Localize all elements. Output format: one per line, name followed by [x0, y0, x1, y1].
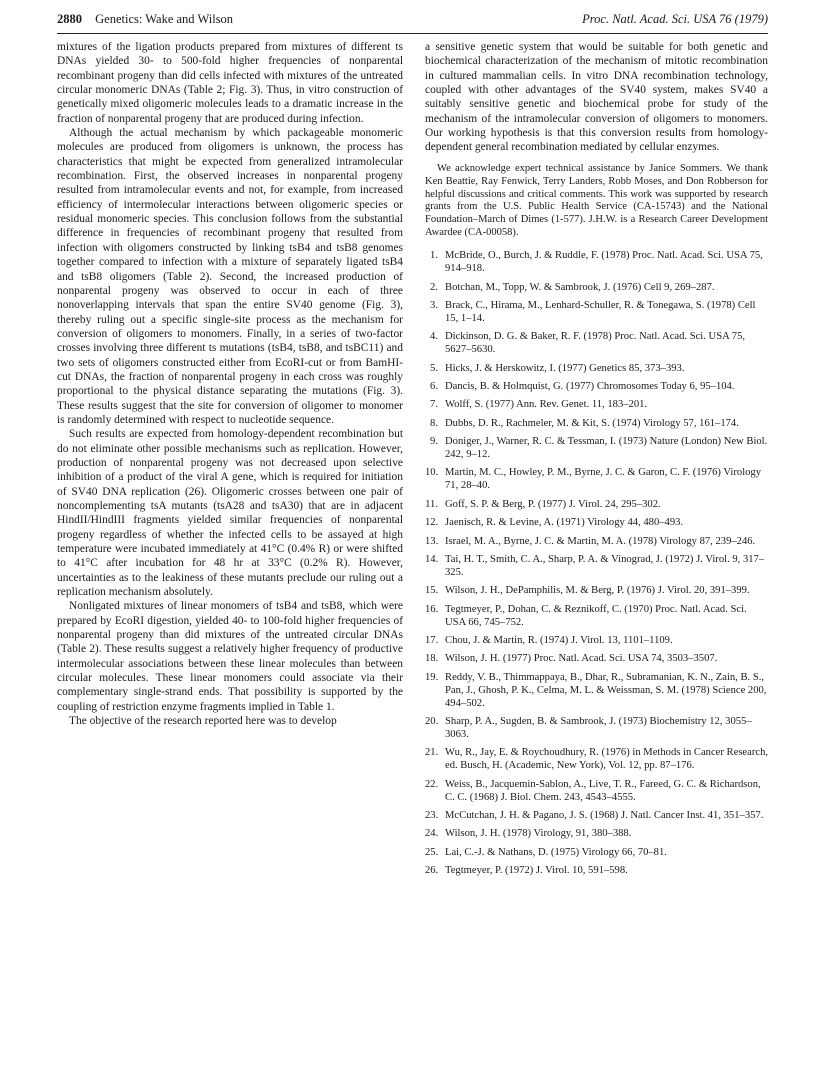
reference-number: 7. — [430, 399, 438, 411]
reference-number: 10. — [425, 467, 439, 479]
reference-number: 1. — [430, 250, 438, 262]
journal-citation: Proc. Natl. Acad. Sci. USA 76 (1979) — [582, 12, 768, 26]
reference-list — [425, 250, 768, 878]
section-title: Genetics: Wake and Wilson — [95, 12, 234, 26]
reference-text: Dickinson, D. G. & Baker, R. F. (1978) Proc. Natl. Acad. Sci. USA 75, 5627–5630. — [445, 331, 746, 356]
reference-item — [425, 363, 768, 376]
reference-text: Chou, J. & Martin, R. (1974) J. Virol. 13, 1101–1109. — [445, 635, 673, 647]
reference-number: 13. — [425, 535, 439, 547]
left-column — [57, 40, 403, 729]
reference-number: 19. — [425, 671, 439, 683]
reference-number: 21. — [425, 747, 439, 759]
reference-item — [425, 536, 768, 549]
reference-item — [425, 828, 768, 841]
reference-number: 18. — [425, 653, 439, 665]
reference-number: 6. — [430, 380, 438, 392]
reference-item — [425, 672, 768, 711]
reference-item — [425, 499, 768, 512]
reference-number: 4. — [430, 331, 438, 343]
reference-number: 2. — [430, 281, 438, 293]
reference-item — [425, 554, 768, 580]
reference-item — [425, 467, 768, 493]
reference-item — [425, 847, 768, 860]
reference-number: 15. — [425, 585, 439, 597]
reference-text: Brack, C., Hirama, M., Lenhard-Schuller, R. & Tonegawa, S. (1978) Cell 15, 1–14. — [445, 299, 756, 324]
body-paragraph: Although the actual mechanism by which packageable monomeric molecules are produced from oligomers is unknown, the process has characteristics that might be expected from generalized intramolecular recombination. First, the observed increases in nonparental progeny resulted from intramolecular events and not, for example, from increased efficiency of intermolecular interactions between oligomeric species or residual monomeric species. This conclusion follows from the substantial difference in frequencies of recombinant progeny that resulted from infection with oligomers constructed by linking tsB4 and tsB8 genomes together compared to infection with a mixture of separately ligated tsB4 and tsB8 oligomers (Table 2). Second, the increased production of nonparental progeny was observed to occur in each of three nonoverlapping intervals that span the entire SV40 genome (Fig. 3), thereby ruling out a specific single-site process as the mechanism for conversion of oligomers to monomers. Finally, in a series of two-factor crosses involving three different ts mutations (tsB4, tsB8, and tsBC11) and two sets of oligomers constructed either from EcoRI-cut or from BamHI-cut DNAs, the fraction of nonparental progeny in each cross was roughly proportional to the physical distance separating the mutations (Fig. 3). These results suggest that the site for conversion of oligomer to monomer is randomly determined with respect to nucleotide sequence. — [57, 127, 403, 426]
reference-text: Goff, S. P. & Berg, P. (1977) J. Virol. 24, 295–302. — [445, 498, 661, 510]
reference-item — [425, 865, 768, 878]
reference-text: Tegtmeyer, P. (1972) J. Virol. 10, 591–598. — [445, 865, 628, 877]
reference-item — [425, 585, 768, 598]
reference-text: Sharp, P. A., Sugden, B. & Sambrook, J. (1973) Biochemistry 12, 3055–3063. — [445, 716, 752, 740]
reference-item — [425, 517, 768, 530]
reference-item — [425, 399, 768, 412]
reference-text: Israel, M. A., Byrne, J. C. & Martin, M. A. (1978) Virology 87, 239–246. — [445, 535, 756, 547]
reference-number: 11. — [425, 498, 438, 510]
reference-number: 23. — [425, 810, 439, 821]
body-paragraph: The objective of the research reported here was to develop — [69, 715, 337, 728]
body-paragraph: a sensitive genetic system that would be suitable for both genetic and biochemical characterization of the mechanism of mitotic recombination in cultured mammalian cells. In vitro DNA recombination technology, coupled with other advantages of the SV40 system, makes SV40 a suitably sensitive genetic and biochemical probe for study of the mechanism of the intramolecular conversion of oligomers to monomers. Our working hypothesis is that this conversion results from homology-dependent general recombination mediated by cellular enzymes. — [425, 41, 768, 154]
reference-number: 24. — [425, 828, 439, 840]
reference-item — [425, 300, 768, 326]
reference-item — [425, 810, 768, 823]
reference-number: 8. — [430, 417, 438, 429]
reference-number: 5. — [430, 362, 438, 374]
reference-item — [425, 716, 768, 742]
reference-number: 26. — [425, 865, 439, 877]
reference-item — [425, 436, 768, 462]
reference-text: Wilson, J. H., DePamphilis, M. & Berg, P. (1976) J. Virol. 20, 391–399. — [445, 585, 750, 597]
reference-item — [425, 381, 768, 394]
reference-text: Wolff, S. (1977) Ann. Rev. Genet. 11, 183–201. — [445, 399, 648, 411]
body-paragraph: Nonligated mixtures of linear monomers of tsB4 and tsB8, which were prepared by EcoRI digestion, yielded 40- to 100-fold higher frequencies of nonparental progeny than did mixtures of the untreated circular DNAs (Table 2). These results suggest a relatively higher frequency of productive intermolecular associations between these linear molecules than between circular molecules. These linear monomers could associate via their complementary single-strand ends. That possibility is supported by the coupling of restriction enzyme fragments implied in Table 1. — [57, 600, 403, 713]
page-number: 2880 — [57, 12, 82, 26]
reference-item — [425, 282, 768, 295]
reference-text: McCutchan, J. H. & Pagano, J. S. (1968) J. Natl. Cancer Inst. 41, 351–357. — [445, 810, 764, 821]
reference-number: 17. — [425, 635, 439, 647]
reference-text: Martin, M. C., Howley, P. M., Byrne, J. C. & Garon, C. F. (1976) Virology 71, 28–40. — [445, 467, 762, 492]
reference-item — [425, 604, 768, 630]
reference-text: Doniger, J., Warner, R. C. & Tessman, I. (1973) Nature (London) New Biol. 242, 9–12. — [445, 436, 768, 461]
reference-item — [425, 653, 768, 666]
reference-number: 9. — [430, 436, 438, 448]
reference-number: 14. — [425, 554, 439, 565]
body-paragraph: Such results are expected from homology-dependent recombination but do not eliminate other possible mechanisms such as replication. However, production of nonparental progeny was not decreased upon selective inhibition of a product of the viral A gene, which is required for initiation of SV40 DNA replication (26). Oligomeric crosses between one pair of noncomplementing tsA mutants (tsA28 and tsA30) that are in adjacent HindII/HindIII fragments yielded similar frequencies of nonparental progeny regardless of whether the infected cells to be assayed at high temperature were incubated immediately at 41°C (0.4% R) or were shifted to 41°C after incubation for 48 hr at 33°C (0.2% R). However, uncertainties as to the leakiness of these mutants preclude our ruling out a replication mechanism absolutely. — [57, 428, 403, 599]
reference-text: Dancis, B. & Holmquist, G. (1977) Chromosomes Today 6, 95–104. — [445, 380, 735, 392]
reference-text: Tai, H. T., Smith, C. A., Sharp, P. A. & Vinograd, J. (1972) J. Virol. 9, 317–325. — [445, 554, 765, 578]
reference-text: Wilson, J. H. (1978) Virology, 91, 380–388. — [445, 828, 632, 840]
reference-number: 20. — [425, 716, 439, 728]
reference-text: Tegtmeyer, P., Dohan, C. & Reznikoff, C. (1970) Proc. Natl. Acad. Sci. USA 66, 745–752. — [445, 603, 747, 628]
reference-text: Lai, C.-J. & Nathans, D. (1975) Virology 66, 70–81. — [445, 846, 667, 858]
reference-text: Wu, R., Jay, E. & Roychoudhury, R. (1976) in Methods in Cancer Research, ed. Busch, H. (Academic, New York), Vol. 12, pp. 87–176. — [445, 747, 769, 772]
reference-text: Botchan, M., Topp, W. & Sambrook, J. (1976) Cell 9, 269–287. — [445, 281, 715, 293]
reference-number: 25. — [425, 846, 439, 858]
reference-item — [425, 331, 768, 357]
reference-item — [425, 250, 768, 276]
reference-text: McBride, O., Burch, J. & Ruddle, F. (1978) Proc. Natl. Acad. Sci. USA 75, 914–918. — [445, 250, 763, 275]
reference-text: Dubbs, D. R., Rachmeler, M. & Kit, S. (1974) Virology 57, 161–174. — [445, 417, 739, 429]
body-paragraph: mixtures of the ligation products prepared from mixtures of different ts DNAs yielded 30- to 500-fold higher frequencies of nonparental recombinant progeny than did cells infected with mixtures of the untreated circular monomeric DNAs (Table 2; Fig. 3). Thus, in vitro construction of genetically mixed oligomeric molecules leads to a dramatic increase in the fraction of nonparental progeny that are produced during infection. — [57, 41, 403, 125]
reference-text: Jaenisch, R. & Levine, A. (1971) Virology 44, 480–493. — [445, 517, 684, 529]
header-left — [57, 12, 233, 27]
reference-number: 16. — [425, 603, 439, 615]
header-rule — [57, 33, 768, 34]
reference-item — [425, 747, 768, 773]
acknowledgment: We acknowledge expert technical assistance by Janice Sommers. We thank Ken Beattie, Ray Fenwick, Terry Landers, Robb Moses, and Don Robberson for helpful discussions and critical comments. This work was supported by research grants from the U.S. Public Health Service (CA-15743) and the National Foundation–March of Dimes (1-577). J.H.W. is a Research Career Development Awardee (CA-00058). — [425, 162, 768, 239]
reference-text: Wilson, J. H. (1977) Proc. Natl. Acad. Sci. USA 74, 3503–3507. — [445, 653, 718, 665]
reference-item — [425, 635, 768, 648]
reference-number: 12. — [425, 517, 439, 529]
reference-text: Reddy, V. B., Thimmappaya, B., Dhar, R., Subramanian, K. N., Zain, B. S., Pan, J., Ghosh, P. K., Celma, M. L. & Weissman, S. M. (1978) Science 200, 494–502. — [445, 671, 767, 709]
right-column — [425, 40, 768, 884]
running-header — [57, 12, 768, 30]
reference-text: Weiss, B., Jacquemin-Sablon, A., Live, T. R., Fareed, G. C. & Richardson, C. C. (1968) J. Biol. Chem. 243, 4543–4555. — [445, 778, 761, 803]
reference-text: Hicks, J. & Herskowitz, I. (1977) Genetics 85, 373–393. — [445, 362, 685, 374]
reference-item — [425, 418, 768, 431]
reference-number: 22. — [425, 778, 439, 790]
reference-item — [425, 779, 768, 805]
reference-number: 3. — [430, 299, 438, 311]
